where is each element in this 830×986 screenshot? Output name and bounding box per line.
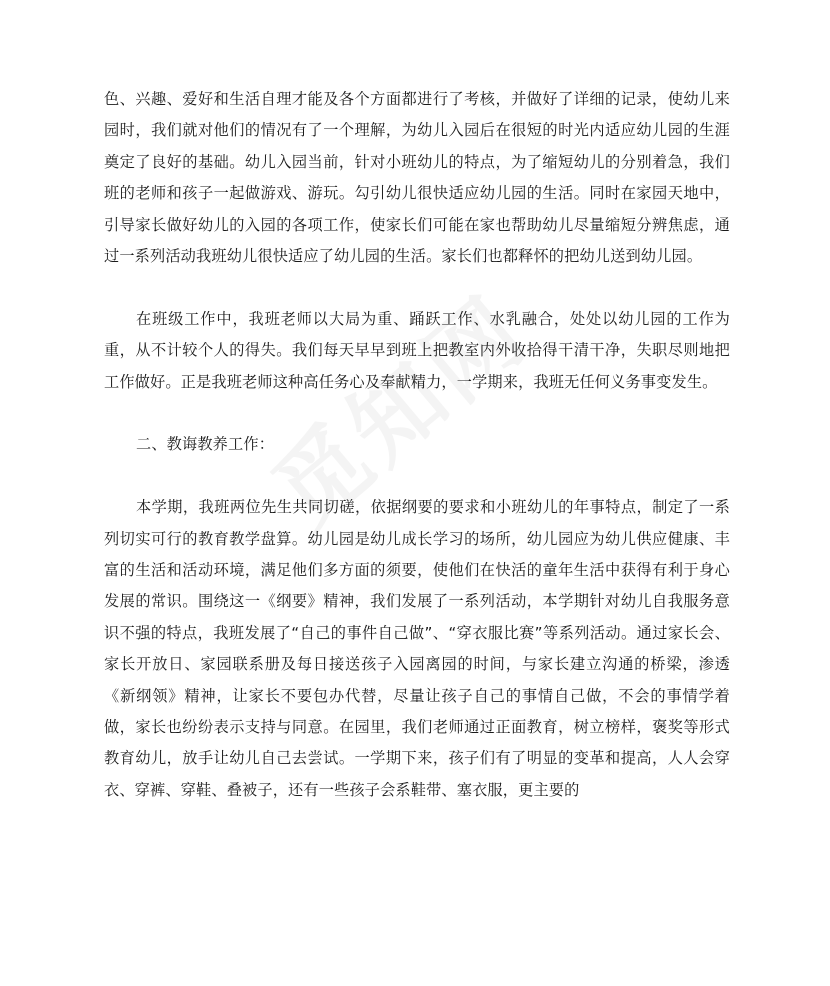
paragraph-spacer <box>104 461 730 492</box>
paragraph-spacer <box>104 398 730 429</box>
document-body <box>104 84 730 806</box>
paragraph-intro-continuation: 色、兴趣、爱好和生活自理才能及各个方面都进行了考核，并做好了详细的记录，使幼儿来园时，我们就对他们的情况有了一个理解，为幼儿入园后在很短的时光内适应幼儿园的生涯奠定了良好的基础。幼儿入园当前，针对小班幼儿的特点，为了缩短幼儿的分别着急，我们班的老师和孩子一起做游戏、游玩。勾引幼儿很快适应幼儿园的生活。同时在家园天地中，引导家长做好幼儿的入园的各项工作，使家长们可能在家也帮助幼儿尽量缩短分辨焦虑，通过一系列活动我班幼儿很快适应了幼儿园的生活。家长们也都释怀的把幼儿送到幼儿园。 <box>104 90 730 266</box>
paragraph-teaching-work: 本学期，我班两位先生共同切磋，依据纲要的要求和小班幼儿的年事特点，制定了一系列切实可行的教育教学盘算。幼儿园是幼儿成长学习的场所，幼儿园应为幼儿供应健康、丰富的生活和活动环境，满足他们多方面的须要，使他们在快活的童年生活中获得有利于身心发展的常识。围绕这一《纲要》精神，我们发展了一系列活动，本学期针对幼儿自我服务意识不强的特点，我班发展了“自己的事件自己做”、“穿衣服比赛”等系列活动。通过家长会、家长开放日、家园联系册及每日接送孩子入园离园的时间，与家长建立沟通的桥梁，渗透《新纲领》精神，让家长不要包办代替，尽量让孩子自己的事情自己做，不会的事情学着做，家长也纷纷表示支持与同意。在园里，我们老师通过正面教育，树立榜样，褒奖等形式教育幼儿，放手让幼儿自己去尝试。一学期下来，孩子们有了明显的变革和提高，人人会穿衣、穿裤、穿鞋、叠被子，还有一些孩子会系鞋带、塞衣服，更主要的 <box>104 498 730 799</box>
paragraph-class-work: 在班级工作中，我班老师以大局为重、踊跃工作、水乳融合，处处以幼儿园的工作为重，从不计较个人的得失。我们每天早早到班上把教室内外收拾得干清干净，失职尽则地把工作做好。正是我班老师这种高任务心及奉献精力，一学期来，我班无任何义务事变发生。 <box>104 309 730 391</box>
paragraph-spacer <box>104 272 730 303</box>
section-heading-teaching: 二、教诲教养工作： <box>136 435 275 454</box>
